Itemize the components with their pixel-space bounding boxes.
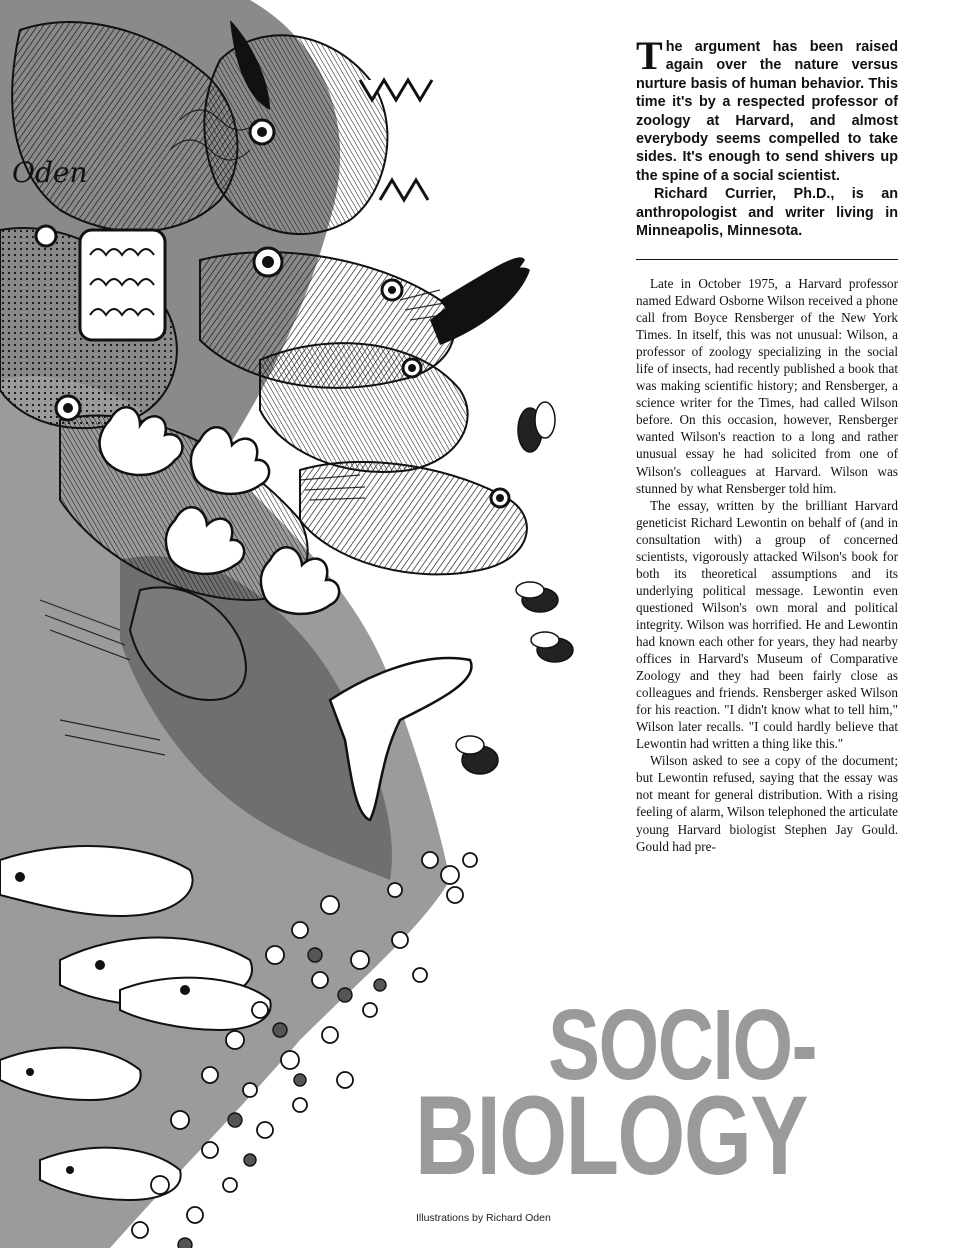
article-title-line-1: SOCIO-: [548, 989, 816, 1101]
intro-lead-paragraph: [636, 33, 898, 185]
section-divider: [636, 259, 898, 260]
article-body: [636, 275, 898, 855]
illustration-credit: Illustrations by Richard Oden: [416, 1212, 551, 1224]
intro-lead-text: he argument has been raised again over the nature versus nurture basis of human behavior. This time it's by a respected professor of zoology at Harvard, and almost everybody seems compelled to take sides. It's enough to send shivers up the spine of a social scientist.: [636, 39, 898, 184]
body-paragraph: Wilson asked to see a copy of the document; but Lewontin refused, saying that the essay was not meant for general distribution. With a rising feeling of alarm, Wilson telephoned the articulate young Harvard biologist Stephen Jay Gould. Gould had pre-: [636, 753, 898, 854]
article-title-line-2: BIOLOGY: [415, 1073, 807, 1198]
author-bio: Richard Currier, Ph.D., is an anthropologist and writer living in Minneapolis, Minnesota.: [636, 186, 898, 240]
artist-signature: Oden: [12, 156, 88, 189]
intro-deck: [636, 33, 898, 240]
body-paragraph: Late in October 1975, a Harvard professor named Edward Osborne Wilson received a phone call from Boyce Rensberger of the New York Times. In itself, this was not unusual: Wilson, a professor of zoology specializing in the social life of insects, had recently published a book that was making scientific history; and Rensberger, a science writer for the Times, had called Wilson before. On this occasion, however, Rensberger wanted Wilson's reaction to a long and rather unusual essay he had solicited from one of Wilson's colleagues at Harvard. Wilson was stunned by what Rensberger told him.: [636, 276, 898, 496]
drop-cap: T: [636, 33, 663, 78]
body-paragraph: The essay, written by the brilliant Harvard geneticist Richard Lewontin on behalf of (and in consultation with) a group of concerned scientists, vigorously attacked Wilson's book for both its theoretical assumptions and its underlying political message. Lewontin even questioned Wilson's own moral and political integrity. Wilson was horrified. He and Lewontin had known each other for years, they had nearby offices in Harvard's Museum of Comparative Zoology and they had been fairly close as colleagues and friends. Rensberger asked Wilson for his reaction. "I didn't know what to tell him," Wilson later recalls. "I could hardly believe that Lewontin had written a thing like this.": [636, 497, 898, 752]
